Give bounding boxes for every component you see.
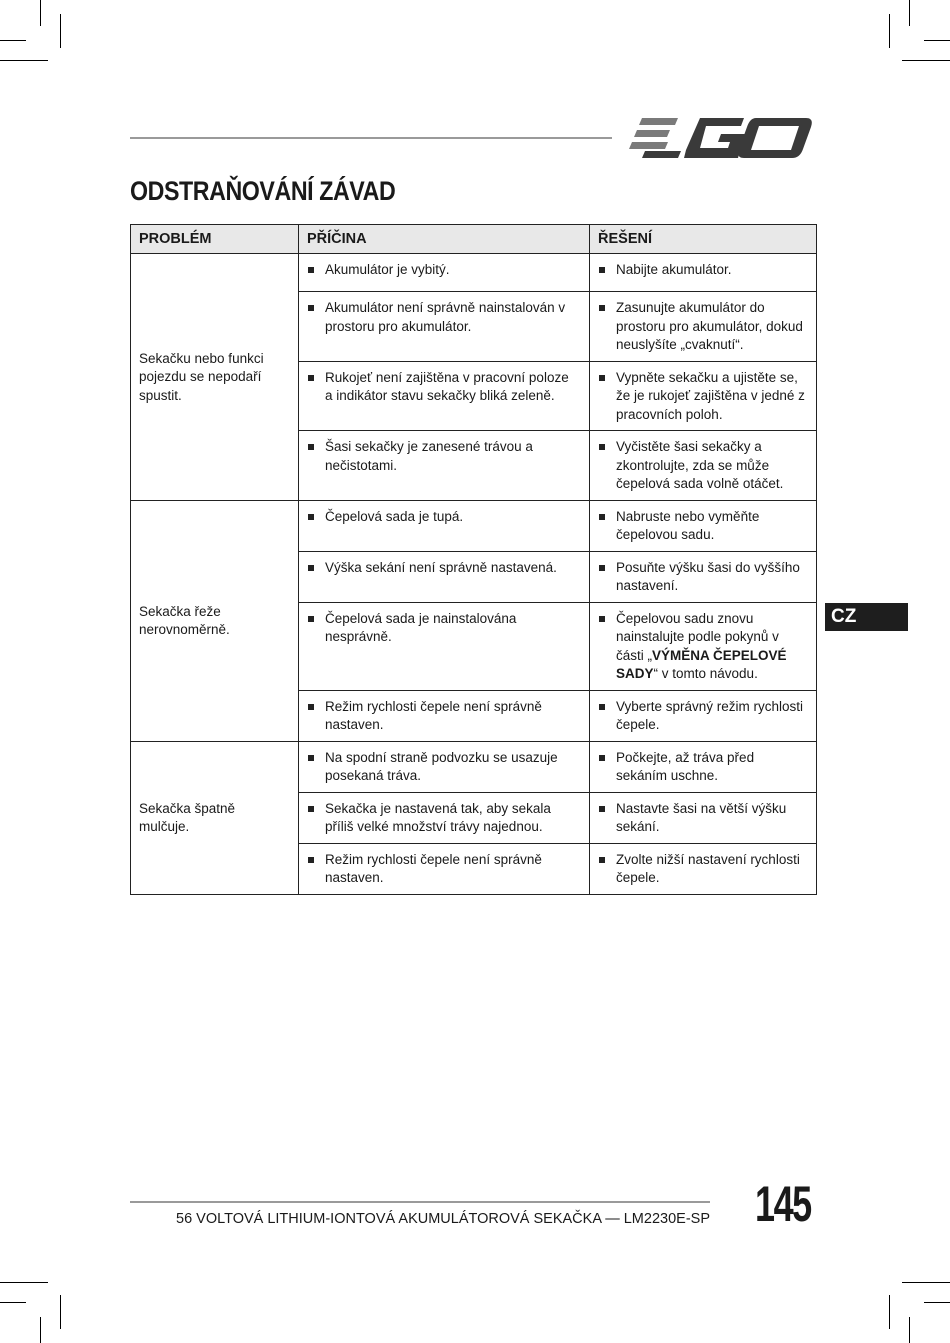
bullet-icon: [599, 305, 605, 311]
crop-mark: [40, 0, 41, 26]
crop-mark: [60, 14, 61, 48]
cause-cell: [299, 741, 590, 792]
cause-text: Čepelová sada je tupá.: [325, 508, 464, 524]
problem-cell: Sekačku nebo funkci pojezdu se nepodaří spustit.: [131, 254, 299, 501]
troubleshooting-table: [130, 224, 817, 895]
solution-cell: [590, 843, 817, 894]
language-tab: CZ: [825, 603, 908, 631]
bullet-icon: [308, 565, 314, 571]
section-reference: VÝMĚNA ČEPELOVÉ SADY: [616, 647, 787, 681]
cause-cell: [299, 602, 590, 690]
cause-cell: [299, 254, 590, 292]
crop-mark: [60, 1295, 61, 1329]
cause-cell: [299, 361, 590, 431]
page-number: 145: [755, 1176, 811, 1232]
cause-text: Na spodní straně podvozku se usazuje posekaná tráva.: [325, 749, 558, 783]
bullet-icon: [599, 704, 605, 710]
crop-mark: [0, 40, 26, 41]
bullet-icon: [308, 444, 314, 450]
cause-cell: [299, 551, 590, 602]
crop-mark: [889, 14, 890, 48]
solution-cell: [590, 551, 817, 602]
solution-text: Vyčistěte šasi sekačky a zkontrolujte, zda se může čepelová sada volně otáčet.: [616, 439, 784, 491]
table-header-row: [131, 225, 817, 254]
crop-mark: [924, 40, 950, 41]
solution-cell: [590, 690, 817, 741]
cause-cell: [299, 292, 590, 362]
solution-cell: [590, 361, 817, 431]
bullet-icon: [599, 857, 605, 863]
table-row: [131, 254, 817, 292]
page-title: ODSTRAŇOVÁNÍ ZÁVAD: [130, 176, 396, 206]
crop-mark: [902, 1282, 950, 1283]
solution-text: Vyberte správný režim rychlosti čepele.: [616, 698, 804, 732]
cause-cell: [299, 500, 590, 551]
bullet-icon: [599, 375, 605, 381]
crop-mark: [909, 1317, 910, 1343]
bullet-icon: [308, 857, 314, 863]
bullet-icon: [308, 616, 314, 622]
cause-cell: [299, 792, 590, 843]
solution-cell: [590, 741, 817, 792]
bullet-icon: [599, 514, 605, 520]
solution-text: Zvolte nižší nastavení rychlosti čepele.: [616, 851, 800, 885]
bullet-icon: [308, 375, 314, 381]
solution-text: Nabijte akumulátor.: [616, 262, 732, 277]
cause-cell: [299, 431, 590, 501]
crop-mark: [924, 1302, 950, 1303]
crop-mark: [0, 1302, 26, 1303]
bullet-icon: [599, 267, 605, 273]
solution-text: Zasunujte akumulátor do prostoru pro akumulátor, dokud neuslyšíte „cvaknutí“.: [616, 300, 803, 352]
crop-mark: [40, 1317, 41, 1343]
solution-text: Vypněte sekačku a ujistěte se, že je rukojeť zajištěna v jedné z pracovních poloh.: [616, 369, 805, 422]
solution-cell: [590, 292, 817, 362]
bullet-icon: [308, 514, 314, 520]
cause-text: Akumulátor je vybitý.: [325, 262, 450, 277]
solution-cell: [590, 431, 817, 501]
column-header-problem: PROBLÉM: [131, 225, 299, 254]
bullet-icon: [599, 444, 605, 450]
solution-cell: [590, 500, 817, 551]
column-header-cause: PŘÍČINA: [299, 225, 590, 254]
table-row: [131, 500, 817, 551]
bullet-icon: [308, 704, 314, 710]
cause-text: Čepelová sada je nainstalována nesprávně.: [325, 610, 517, 644]
cause-text: Režim rychlosti čepele není správně nastaven.: [325, 698, 542, 732]
bullet-icon: [599, 806, 605, 812]
solution-text: Počkejte, až tráva před sekáním uschne.: [616, 749, 755, 783]
crop-mark: [902, 60, 950, 61]
solution-cell: [590, 254, 817, 292]
cause-text: Režim rychlosti čepele není správně nastaven.: [325, 851, 542, 885]
crop-mark: [909, 0, 910, 26]
solution-cell: [590, 792, 817, 843]
cause-text: Šasi sekačky je zanesené trávou a nečistotami.: [325, 439, 533, 473]
solution-text: Posuňte výšku šasi do vyššího nastavení.: [616, 559, 800, 593]
crop-mark: [889, 1295, 890, 1329]
footer-rule: [130, 1201, 710, 1203]
bullet-icon: [308, 267, 314, 273]
solution-text-pre: Čepelovou sadu znovu nainstalujte podle pokynů v části „: [616, 610, 779, 663]
bullet-icon: [308, 755, 314, 761]
cause-text: Výška sekání není správně nastavená.: [325, 559, 557, 575]
bullet-icon: [599, 616, 605, 622]
bullet-icon: [308, 806, 314, 812]
cause-text: Rukojeť není zajištěna v pracovní poloze a indikátor stavu sekačky bliká zeleně.: [325, 369, 569, 403]
cause-text: Akumulátor není správně nainstalován v prostoru pro akumulátor.: [325, 300, 566, 334]
cause-text: Sekačka je nastavená tak, aby sekala příliš velké množství trávy najednou.: [325, 800, 551, 834]
footer-text: 56 VOLTOVÁ LITHIUM-IONTOVÁ AKUMULÁTOROVÁ SEKAČKA — LM2230E-SP: [176, 1211, 710, 1227]
cause-cell: [299, 843, 590, 894]
crop-mark: [0, 60, 48, 61]
ego-logo: [628, 118, 812, 158]
solution-text: Nastavte šasi na větší výšku sekání.: [616, 800, 787, 834]
solution-text-post: “ v tomto návodu.: [653, 666, 758, 681]
solution-text: Nabruste nebo vyměňte čepelovou sadu.: [616, 508, 760, 542]
problem-cell: Sekačka řeže nerovnoměrně.: [131, 500, 299, 741]
solution-cell: [590, 602, 817, 690]
bullet-icon: [599, 565, 605, 571]
bullet-icon: [599, 755, 605, 761]
problem-cell: Sekačka špatně mulčuje.: [131, 741, 299, 894]
table-row: [131, 741, 817, 792]
cause-cell: [299, 690, 590, 741]
column-header-solution: ŘEŠENÍ: [590, 225, 817, 254]
header-rule: [130, 137, 612, 139]
bullet-icon: [308, 305, 314, 311]
crop-mark: [0, 1282, 48, 1283]
